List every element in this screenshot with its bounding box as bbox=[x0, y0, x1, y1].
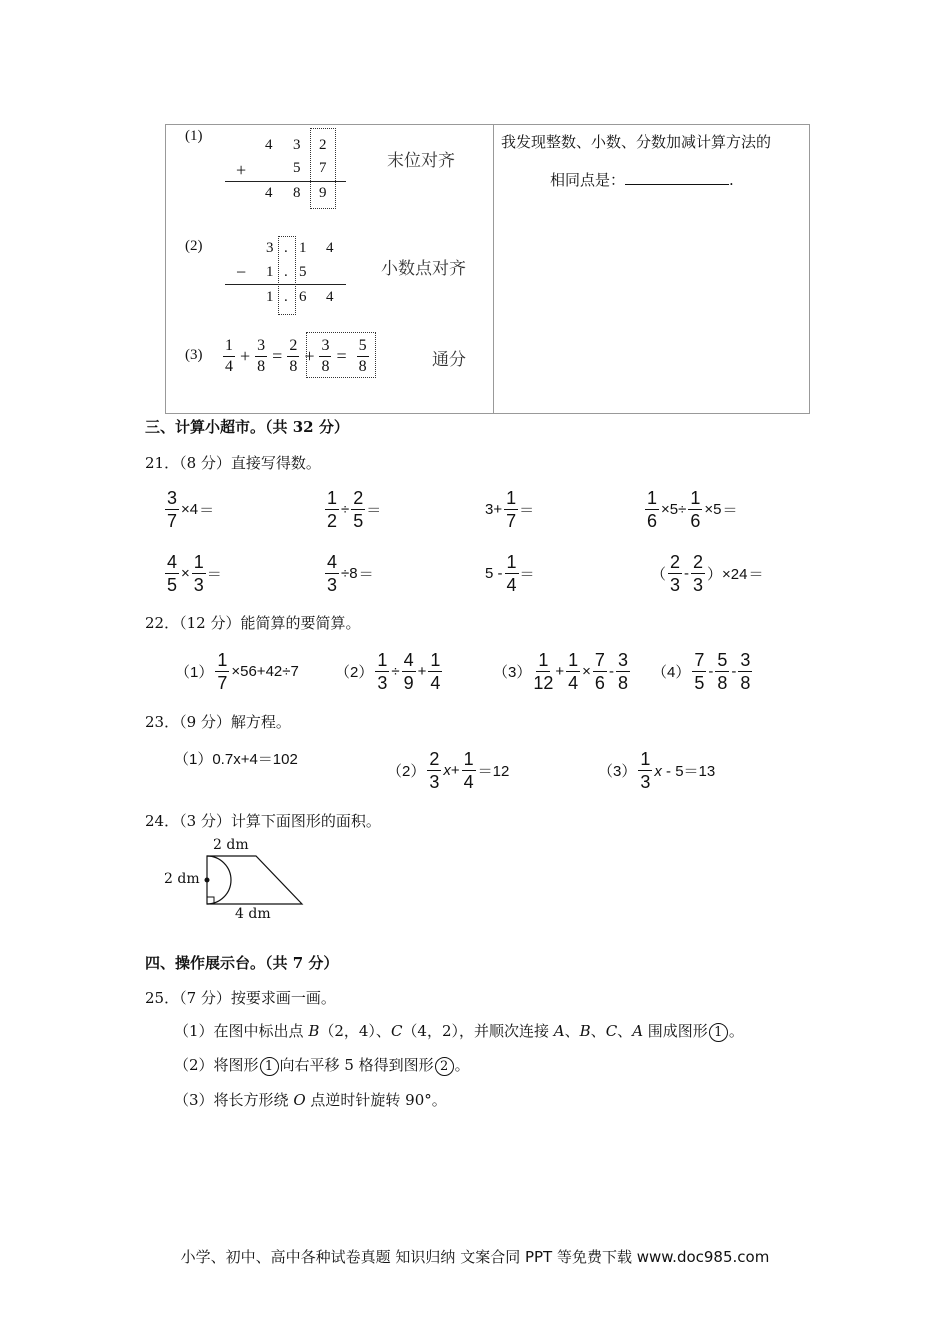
trapezoid-shape bbox=[207, 856, 302, 904]
q21-item-4: $\frac{1}{6}$ ×5÷ $\frac{1}{6}$ ×5 ＝ bbox=[647, 488, 738, 531]
digit: 5 bbox=[293, 160, 301, 176]
q21-item-3: 3+ $\frac{1}{7}$ ＝ bbox=[485, 488, 535, 531]
digit: 4 bbox=[326, 240, 334, 256]
equals: ＝ bbox=[722, 502, 738, 519]
footer-text: 小学、初中、高中各种试卷真题 知识归纳 文案合同 PPT 等免费下载 www.doc985.com bbox=[180, 1248, 770, 1266]
label-bottom-4dm: 4 dm bbox=[235, 906, 271, 922]
intro-table-divider bbox=[493, 124, 494, 413]
q22-item-1: （1） $\frac{1}{7}$ ×56+42÷7 bbox=[175, 650, 299, 693]
q21-item-2: $\frac{1}{2}$ ÷ $\frac{2}{5}$ ＝ bbox=[327, 488, 382, 531]
digit: . bbox=[284, 289, 288, 305]
label-left-2dm: 2 dm bbox=[164, 871, 200, 887]
q22-item-3: （3） $\frac{1}{12}$ + $\frac{1}{4}$ × $\frac{7}{6}$ - $\frac{3}{8}$ bbox=[493, 650, 628, 693]
digit: 4 bbox=[265, 185, 273, 201]
equals: ＝ bbox=[519, 502, 535, 519]
row1-label: (1) bbox=[185, 128, 203, 144]
align-highlight-box bbox=[310, 128, 336, 209]
digit: . bbox=[284, 264, 288, 280]
row3-expression: $\frac{1}{4}$ + $\frac{3}{8}$ = $\frac{2}{8}$ + $\frac{3}{8}$ = $\frac{5}{8}$ bbox=[225, 337, 367, 375]
q21-heading: 21．（8 分）直接写得数。 bbox=[145, 454, 321, 472]
q21-item-5: $\frac{4}{5}$ × $\frac{1}{3}$ ＝ bbox=[167, 552, 222, 595]
section-3-title: 三、计算小超市。（共 32 分） bbox=[145, 418, 349, 436]
label-top-2dm: 2 dm bbox=[213, 837, 249, 853]
q21-item-8: （ $\frac{2}{3}$ - $\frac{2}{3}$ ）×24 ＝ bbox=[651, 552, 764, 595]
digit: 8 bbox=[293, 185, 301, 201]
equals: ＝ bbox=[206, 566, 222, 583]
equals: ＝ bbox=[519, 566, 535, 583]
q24-heading: 24．（3 分）计算下面图形的面积。 bbox=[145, 812, 381, 830]
row2-label: (2) bbox=[185, 238, 203, 254]
digit: 9 bbox=[319, 185, 327, 201]
digit: 6 bbox=[299, 289, 307, 305]
q22-item-4: （4） $\frac{7}{5}$ - $\frac{5}{8}$ - $\frac{3}{8}$ bbox=[652, 650, 751, 693]
row3-note: 通分 bbox=[432, 350, 466, 370]
q21-item-1: $\frac{3}{7}$ ×4 ＝ bbox=[167, 488, 215, 531]
digit: 2 bbox=[319, 137, 327, 153]
equals: ＝ bbox=[358, 566, 374, 583]
q25-item-1: （1）在图中标出点 B（2，4）、C（4，2），并顺次连接 A、B、C、A 围成图形 1 。 bbox=[174, 1022, 744, 1040]
summary-prompt-line2 bbox=[550, 169, 734, 190]
digit: 7 bbox=[319, 160, 327, 176]
figure-1-marker: 1 bbox=[260, 1057, 279, 1076]
minus-sign: − bbox=[236, 262, 247, 282]
q22-item-2: （2） $\frac{1}{3}$ ÷ $\frac{4}{9}$ + $\frac{1}{4}$ bbox=[335, 650, 441, 693]
q21-item-6: $\frac{4}{3}$ ÷8 ＝ bbox=[327, 552, 374, 595]
digit: 4 bbox=[265, 137, 273, 153]
align-highlight-box bbox=[278, 236, 296, 315]
q25-item-3: （3）将长方形绕 O 点逆时针旋转 90°。 bbox=[174, 1091, 447, 1109]
period: . bbox=[729, 171, 734, 189]
row1-note: 末位对齐 bbox=[387, 151, 455, 171]
row3-label: (3) bbox=[185, 347, 203, 363]
section-4-title: 四、操作展示台。（共 7 分） bbox=[145, 954, 339, 972]
equals: ＝ bbox=[199, 502, 215, 519]
q22-heading: 22．（12 分）能简算的要简算。 bbox=[145, 614, 361, 632]
center-dot bbox=[205, 878, 210, 883]
digit: 1 bbox=[266, 289, 274, 305]
q23-heading: 23．（9 分）解方程。 bbox=[145, 713, 291, 731]
digit: 1 bbox=[299, 240, 307, 256]
digit: 4 bbox=[326, 289, 334, 305]
digit: 3 bbox=[293, 137, 301, 153]
summary-prompt-label: 相同点是： bbox=[550, 171, 626, 189]
figure-1-marker: 1 bbox=[709, 1023, 728, 1042]
row2-note: 小数点对齐 bbox=[381, 259, 466, 279]
answer-blank[interactable] bbox=[625, 170, 729, 185]
digit: 1 bbox=[266, 264, 274, 280]
figure-2-marker: 2 bbox=[435, 1057, 454, 1076]
q23-item-2: （2） $\frac{2}{3}$ x+ $\frac{1}{4}$ ＝12 bbox=[387, 749, 510, 792]
digit: 5 bbox=[299, 264, 307, 280]
summary-prompt-line1: 我发现整数、小数、分数加减计算方法的 bbox=[501, 133, 772, 151]
common-denominator-box bbox=[306, 332, 376, 378]
plus-sign: + bbox=[236, 160, 247, 180]
q25-heading: 25．（7 分）按要求画一画。 bbox=[145, 989, 336, 1007]
q25-item-2: （2）将图形 1 向右平移 5 格得到图形 2 。 bbox=[174, 1056, 470, 1074]
q21-item-7: 5 - $\frac{1}{4}$ ＝ bbox=[485, 552, 535, 595]
digit: 3 bbox=[266, 240, 274, 256]
q23-item-3: （3） $\frac{1}{3}$ x - 5＝13 bbox=[598, 749, 716, 792]
digit: . bbox=[284, 240, 288, 256]
equals: ＝ bbox=[748, 566, 764, 583]
equals: ＝ bbox=[366, 502, 382, 519]
q23-item-1: （1）0.7x+4＝102 bbox=[174, 751, 298, 768]
